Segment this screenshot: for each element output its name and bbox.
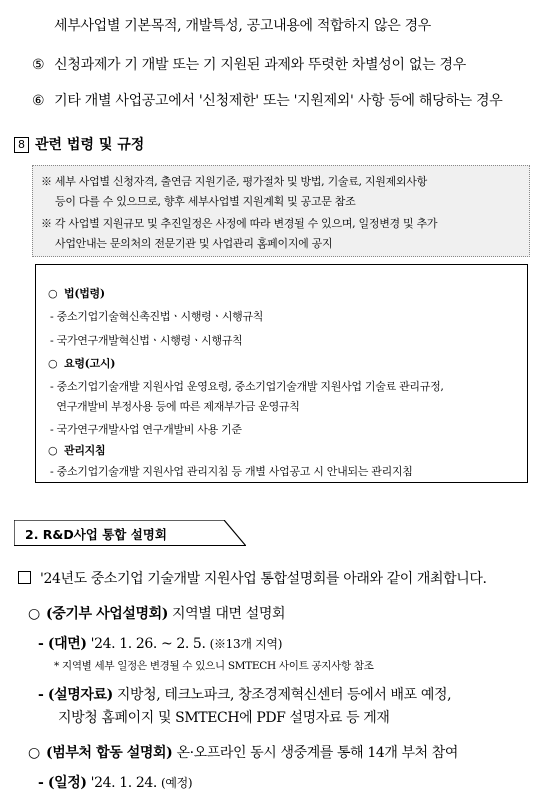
briefing-a-material [38,684,451,704]
briefing-a-rest: 지역별 대면 설명회 [171,606,286,622]
note-2-line-1 [41,214,437,234]
briefing-a-face-note: * 지역별 세부 일정은 변경될 수 있으니 SMTECH 사이트 공지사항 참조 [54,660,374,672]
briefing-a-heading [28,603,285,623]
section-8-heading [14,134,144,154]
law-item: - 중소기업기술개발 지원사업 운영요령, 중소기업기술개발 지원사업 기술료 관리규정, [50,380,444,393]
schedule-note: (예정) [160,776,193,790]
law-item: - 국가연구개발혁신법ㆍ시행령ㆍ시행규칙 [50,334,243,347]
briefing-b-schedule [38,772,192,792]
section-2-tag [14,520,246,546]
criteria-item-6 [32,90,502,110]
law-group-3-heading [48,442,105,458]
law-item: - 국가연구개발사업 연구개발비 사용 기준 [50,423,242,436]
note-mark: ※ [41,217,52,230]
briefing-intro [18,568,487,588]
laws-box [35,264,528,483]
note-2-line-2: 사업안내는 문의처의 전문기관 및 사업관리 홈페이지에 공지 [55,237,333,250]
section-title: 관련 법령 및 규정 [35,137,145,153]
note-mark: ※ [41,175,52,188]
schedule-label: - (일정) [38,775,87,791]
briefing-a-material-line-2: 지방청 홈페이지 및 SMTECH에 PDF 설명자료 등 게재 [58,710,390,726]
briefing-b-rest: 온·오프라인 동시 생중계를 통해 14개 부처 참여 [176,745,459,761]
law-item: 연구개발비 부정사용 등에 따른 제재부가금 운영규칙 [50,400,300,413]
intro-text: '24년도 중소기업 기술개발 지원사업 통합설명회를 아래와 같이 개최합니다. [40,571,487,587]
law-group-2-heading [48,355,115,371]
briefing-b-heading [28,742,458,762]
material-label: - (설명자료) [38,687,113,703]
notes-box [32,165,530,257]
material-line-1: 지방청, 테크노파크, 창조경제혁신센터 등에서 배포 예정, [116,687,452,703]
note-1-line-1 [41,172,427,192]
schedule-date: '24. 1. 24. [90,775,157,791]
item-text: 신청과제가 기 개발 또는 기 지원된 과제와 뚜렷한 차별성이 없는 경우 [54,57,466,73]
checkbox-square-icon [18,571,31,584]
item-marker: ○ [28,745,40,761]
group-marker: ○ [48,444,58,457]
item-marker: ○ [28,606,40,622]
face-note: (※13개 지역) [209,637,283,651]
group-marker: ○ [48,287,58,300]
group-title: 요령(고시) [64,357,116,370]
briefing-a-face [38,633,282,653]
item-marker: ⑤ [32,57,45,73]
face-date: '24. 1. 26. ~ 2. 5. [90,636,206,652]
briefing-b-title: (범부처 합동 설명회) [46,745,173,761]
briefing-a-title: (중기부 사업설명회) [46,606,168,622]
section-number-box: 8 [14,137,29,153]
item-marker: ⑥ [32,93,45,109]
group-title: 관리지침 [64,444,106,457]
note-text: 각 사업별 지원규모 및 추진일정은 사정에 따라 변경될 수 있으며, 일정변경 및 추가 [54,217,438,230]
face-label: - (대면) [38,636,87,652]
item-text: 기타 개별 사업공고에서 '신청제한' 또는 '지원제외' 사항 등에 해당하는 경우 [54,93,503,109]
law-item: - 중소기업기술혁신촉진법ㆍ시행령ㆍ시행규칙 [50,310,264,323]
group-marker: ○ [48,357,58,370]
note-1-line-2: 등이 다를 수 있으므로, 향후 세부사업별 지원계획 및 공고문 참조 [55,195,356,208]
law-group-1-heading [48,285,105,301]
law-item: - 중소기업기술개발 지원사업 관리지침 등 개별 사업공고 시 안내되는 관리지침 [50,465,413,478]
criteria-line-continued: 세부사업별 기본목적, 개발특성, 공고내용에 적합하지 않은 경우 [54,18,432,34]
section-2-label: 2. R&D사업 통합 설명회 [25,527,167,542]
criteria-item-5 [32,54,466,74]
note-text: 세부 사업별 신청자격, 출연금 지원기준, 평가절차 및 방법, 기술료, 지원제외사항 [54,175,427,188]
group-title: 법(법령) [64,287,105,300]
